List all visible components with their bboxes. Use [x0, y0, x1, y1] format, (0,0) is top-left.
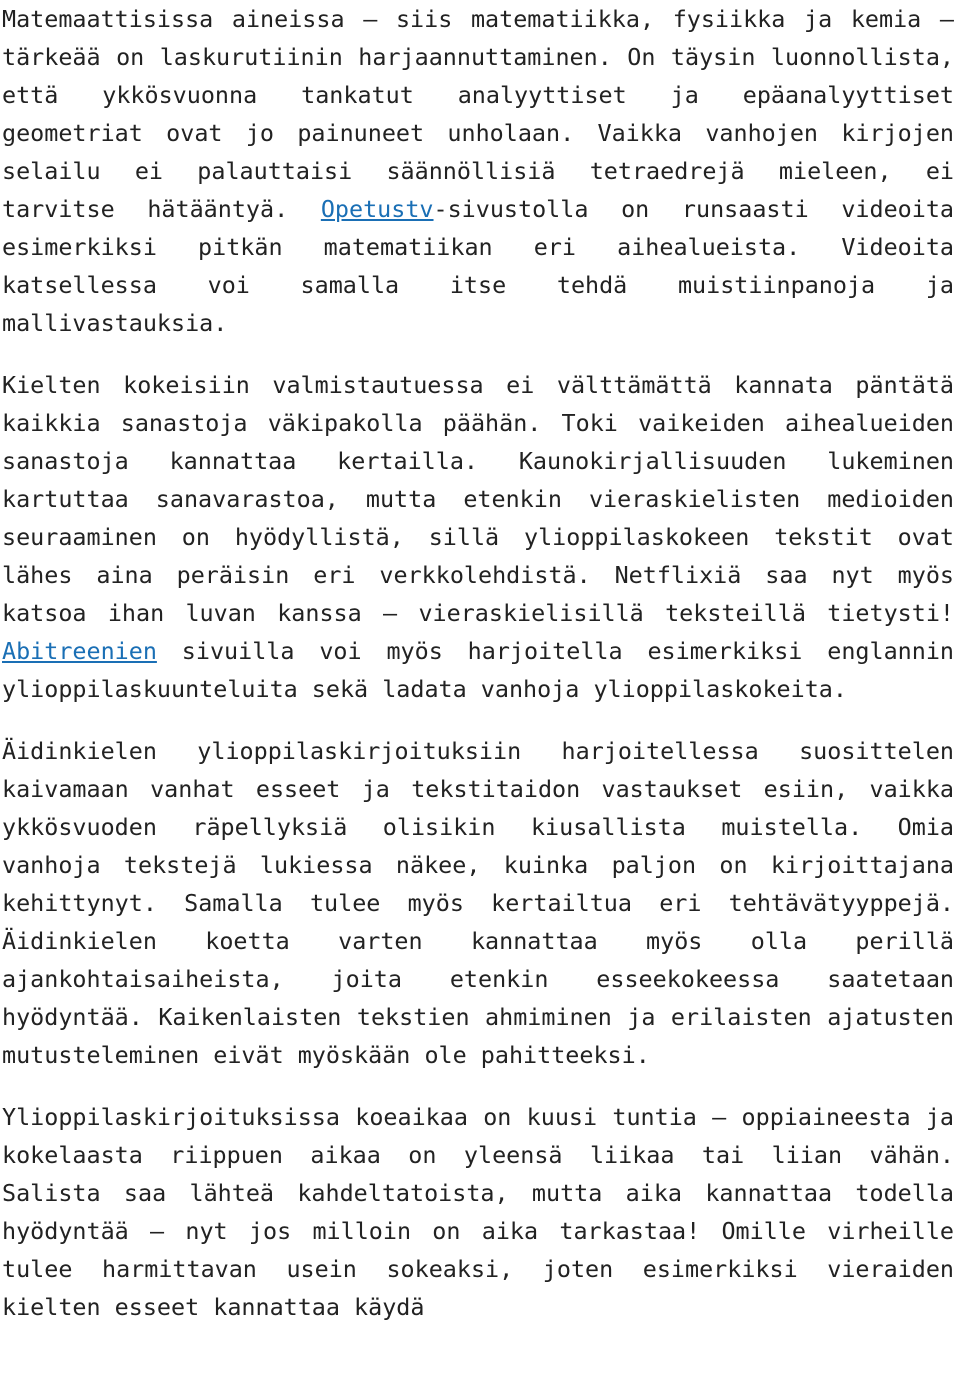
paragraph-languages-text-cont: sivuilla voi myös harjoitella esimerkiksi englannin ylioppilaskuunteluita sekä ladata vanhoja ylioppilaskokeita. — [2, 637, 954, 703]
opetustv-link[interactable]: Opetustv — [320, 195, 434, 223]
paragraph-languages — [2, 366, 954, 708]
abitreenit-link[interactable]: Abitreenien — [2, 637, 157, 665]
paragraph-math — [2, 0, 954, 342]
paragraph-exam-time: Ylioppilaskirjoituksissa koeaikaa on kuusi tuntia – oppiaineesta ja kokelaasta riippuen aikaa on yleensä liikaa tai liian vähän. Salista saa lähteä kahdeltatoista, mutta aika kannattaa todella hyödyntää – nyt jos milloin on aika tarkastaa! Omille virheille tulee harmittavan usein sokeaksi, joten esimerkiksi vieraiden kielten esseet kannattaa käydä — [2, 1103, 954, 1321]
paragraph-languages-text: Kielten kokeisiin valmistautuessa ei välttämättä kannata päntätä kaikkia sanastoja väkipakolla päähän. Toki vaikeiden aihealueiden sanastoja kannattaa kertailla. Kaunokirjallisuuden lukeminen kartuttaa sanavarastoa, mutta etenkin vieraskielisten medioiden seuraaminen on hyödyllistä, sillä ylioppilaskokeen tekstit ovat lähes aina peräisin eri verkkolehdistä. Netflixiä saa nyt myös katsoa ihan luvan kanssa – vieraskielisillä teksteillä tietysti! — [2, 371, 954, 627]
paragraph-mother-tongue: Äidinkielen ylioppilaskirjoituksiin harjoitellessa suosittelen kaivamaan vanhat esseet ja tekstitaidon vastaukset esiin, vaikka ykkösvuoden räpellyksiä olisikin kiusallista muistella. Omia vanhoja tekstejä lukiessa näkee, kuinka paljon on kirjoittajana kehittynyt. Samalla tulee myös kertailtua eri tehtävätyyppejä. Äidinkielen koetta varten kannattaa myös olla perillä ajankohtaisaiheista, joita etenkin esseekokeessa saatetaan hyödyntää. Kaikenlaisten tekstien ahmiminen ja erilaisten ajatusten mutusteleminen eivät myöskään ole pahitteeksi. — [2, 737, 954, 1069]
paragraph-math-text-cont: -sivustolla on runsaasti videoita esimerkiksi pitkän matematiikan eri aihealueista. Videoita katsellessa voi samalla itse tehdä muistiinpanoja ja mallivastauksia. — [2, 195, 955, 337]
paragraph-math-text: Matemaattisissa aineissa – siis matematiikka, fysiikka ja kemia – tärkeää on laskurutiinin harjaannuttaminen. On täysin luonnollista, että ykkösvuonna tankatut analyyttiset ja epäanalyyttiset geometriat ovat jo painuneet unholaan. Vaikka vanhojen kirjojen selailu ei palauttaisi säännöllisiä tetraedrejä mieleen, ei tarvitse hätääntyä. — [2, 5, 954, 223]
